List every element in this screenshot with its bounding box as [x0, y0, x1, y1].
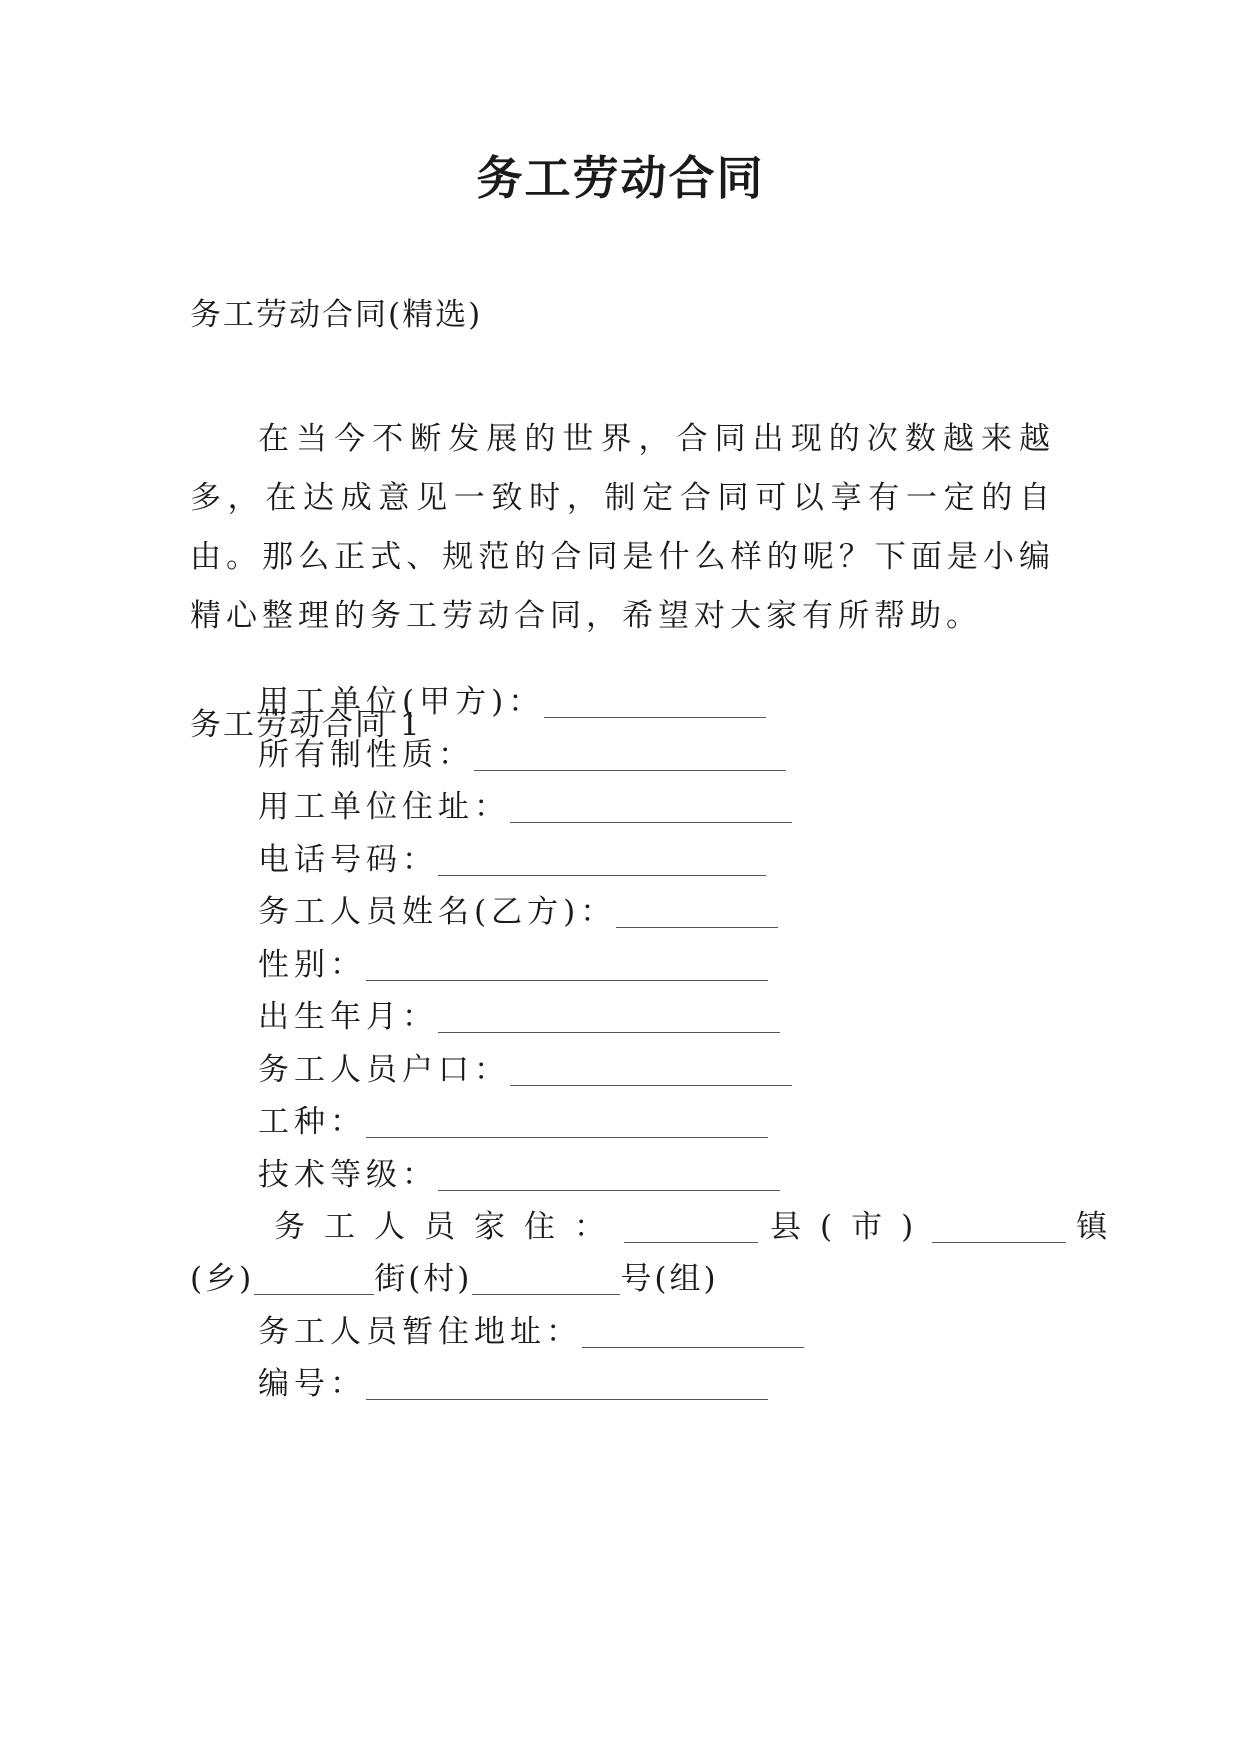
home-address-line1: [190, 1205, 1108, 1249]
field-label: 出生年月：: [258, 999, 438, 1035]
field-label: 用工单位(甲方)：: [258, 684, 545, 720]
fill-blank[interactable]: [366, 1369, 768, 1400]
fill-blank[interactable]: [582, 1317, 804, 1348]
home-address-line2: [190, 1257, 1055, 1301]
fill-blank[interactable]: [438, 845, 766, 876]
field-ownership: [258, 733, 786, 777]
field-label: 工种：: [258, 1104, 366, 1140]
field-label: 务工人员姓名(乙方)：: [258, 894, 617, 930]
field-gender: [258, 943, 768, 987]
field-temp-address: [258, 1310, 804, 1354]
field-hukou: [258, 1048, 792, 1092]
fill-blank[interactable]: [624, 1212, 758, 1243]
document-title: 务工劳动合同: [476, 151, 765, 205]
fill-blank[interactable]: [366, 950, 768, 981]
field-label: 电话号码：: [258, 842, 438, 878]
home-township-label: (乡): [190, 1261, 255, 1297]
document-subtitle: 务工劳动合同(精选): [190, 297, 483, 333]
section-title: 务工劳动合同 1: [190, 707, 422, 743]
field-label: 务工人员户口：: [258, 1052, 510, 1088]
fill-blank[interactable]: [474, 740, 786, 771]
fill-blank[interactable]: [366, 1107, 768, 1138]
fill-blank[interactable]: [438, 1160, 780, 1191]
intro-paragraph: 在当今不断发展的世界，合同出现的次数越来越多，在达成意见一致时，制定合同可以享有一定的自由。那么正式、规范的合同是什么样的呢？下面是小编精心整理的务工劳动合同，希望对大家有所帮助。: [190, 421, 1055, 634]
home-street-label: 街(村): [374, 1261, 473, 1297]
field-label: 技术等级：: [258, 1157, 438, 1193]
fill-blank[interactable]: [254, 1264, 374, 1295]
field-employer: [258, 680, 766, 724]
fill-blank[interactable]: [510, 792, 792, 823]
fill-blank[interactable]: [472, 1264, 620, 1295]
field-label: 务工人员暂住地址：: [258, 1314, 582, 1350]
fill-blank[interactable]: [438, 1002, 780, 1033]
field-birth: [258, 995, 780, 1039]
field-phone: [258, 838, 766, 882]
home-town-label: 镇: [1076, 1209, 1108, 1245]
fill-blank[interactable]: [510, 1055, 792, 1086]
field-label: 性别：: [258, 947, 366, 983]
field-worker-name: [258, 890, 778, 934]
field-employer-address: [258, 785, 792, 829]
field-id-number: [258, 1362, 768, 1406]
field-label: 编号：: [258, 1366, 366, 1402]
field-label: 用工单位住址：: [258, 789, 510, 825]
fill-blank[interactable]: [616, 897, 778, 928]
field-label: 所有制性质：: [258, 737, 474, 773]
field-skill-level: [258, 1153, 780, 1197]
fill-blank[interactable]: [544, 687, 766, 718]
fill-blank[interactable]: [932, 1212, 1066, 1243]
home-county-label: 县(市): [770, 1209, 933, 1245]
field-job-type: [258, 1100, 768, 1144]
home-label: 务工人员家住：: [274, 1209, 624, 1245]
home-number-label: 号(组): [620, 1261, 719, 1297]
